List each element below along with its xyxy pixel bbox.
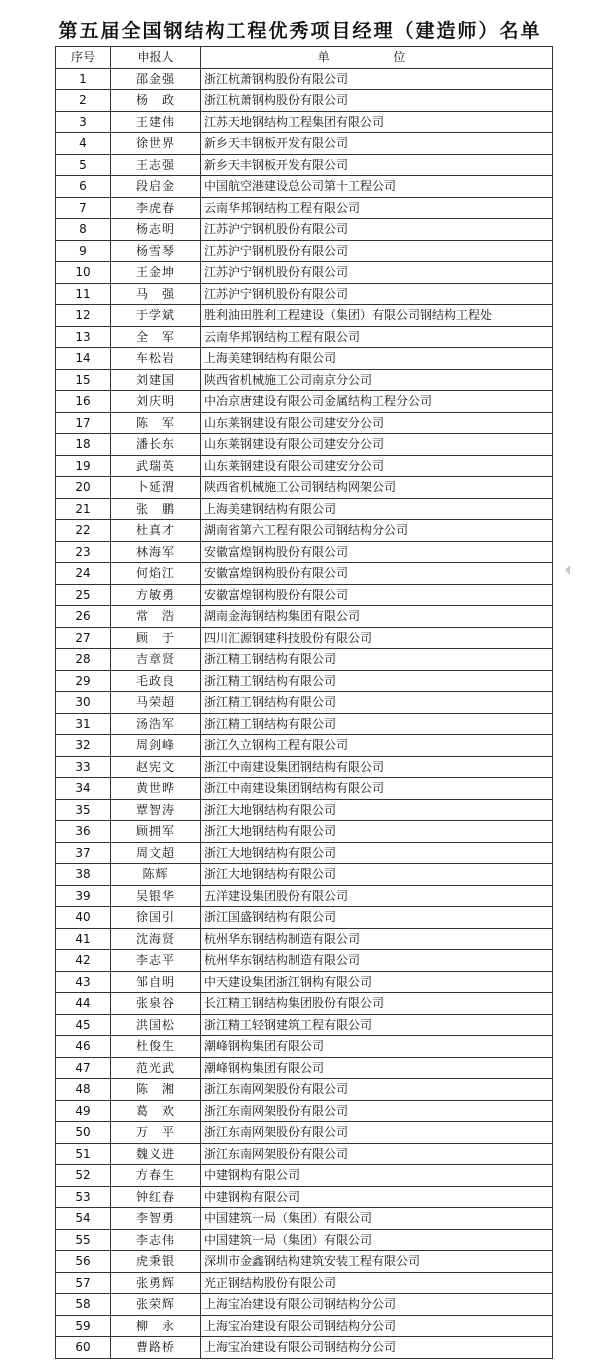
table-row: [56, 326, 553, 348]
row-applicant: 吴银华: [111, 885, 201, 907]
table-row: [56, 1337, 553, 1359]
row-no: 56: [56, 1251, 111, 1273]
row-applicant: 李虎春: [111, 197, 201, 219]
table-row: [56, 1100, 553, 1122]
row-unit: 山东莱钢建设有限公司建安分公司: [201, 412, 553, 434]
table-row: [56, 520, 553, 542]
scroll-left-arrow-icon[interactable]: [565, 565, 570, 575]
row-no: 20: [56, 477, 111, 499]
row-no: 8: [56, 219, 111, 241]
row-no: 21: [56, 498, 111, 520]
table-row: [56, 197, 553, 219]
table-row: [56, 1079, 553, 1101]
table-row: [56, 1014, 553, 1036]
table-row: [56, 1143, 553, 1165]
row-no: 58: [56, 1294, 111, 1316]
row-applicant: 王建伟: [111, 111, 201, 133]
table-row: [56, 907, 553, 929]
row-no: 43: [56, 971, 111, 993]
row-no: 37: [56, 842, 111, 864]
row-unit: 上海美建钢结构有限公司: [201, 498, 553, 520]
row-no: 36: [56, 821, 111, 843]
row-applicant: 虎秉银: [111, 1251, 201, 1273]
row-applicant: 张泉谷: [111, 993, 201, 1015]
table-row: [56, 1229, 553, 1251]
row-unit: 上海宝冶建设有限公司钢结构分公司: [201, 1315, 553, 1337]
table-row: [56, 950, 553, 972]
row-no: 42: [56, 950, 111, 972]
row-unit: 浙江东南网架股份有限公司: [201, 1143, 553, 1165]
row-applicant: 卜延渭: [111, 477, 201, 499]
row-unit: 杭州华东钢结构制造有限公司: [201, 950, 553, 972]
row-unit: 云南华邦钢结构工程有限公司: [201, 197, 553, 219]
row-applicant: 林海军: [111, 541, 201, 563]
table-header-row: [56, 47, 553, 69]
row-no: 29: [56, 670, 111, 692]
row-no: 40: [56, 907, 111, 929]
row-applicant: 顾拥军: [111, 821, 201, 843]
table-row: [56, 305, 553, 327]
row-unit: 上海美建钢结构有限公司: [201, 348, 553, 370]
row-no: 34: [56, 778, 111, 800]
table-row: [56, 1272, 553, 1294]
row-unit: 浙江杭萧钢构股份有限公司: [201, 90, 553, 112]
row-unit: 长江精工钢结构集团股份有限公司: [201, 993, 553, 1015]
row-unit: 中建钢构有限公司: [201, 1186, 553, 1208]
table-row: [56, 434, 553, 456]
table-row: [56, 670, 553, 692]
row-applicant: 方春生: [111, 1165, 201, 1187]
table-row: [56, 348, 553, 370]
row-no: 27: [56, 627, 111, 649]
row-no: 55: [56, 1229, 111, 1251]
table-row: [56, 778, 553, 800]
row-applicant: 刘庆明: [111, 391, 201, 413]
table-row: [56, 885, 553, 907]
header-applicant: 申报人: [111, 47, 201, 69]
table-row: [56, 606, 553, 628]
row-unit: 浙江杭萧钢构股份有限公司: [201, 68, 553, 90]
table-row: [56, 541, 553, 563]
row-unit: 上海宝冶建设有限公司钢结构分公司: [201, 1294, 553, 1316]
table-row: [56, 1165, 553, 1187]
table-row: [56, 133, 553, 155]
row-unit: 深圳市金鑫钢结构建筑安装工程有限公司: [201, 1251, 553, 1273]
row-no: 10: [56, 262, 111, 284]
row-no: 54: [56, 1208, 111, 1230]
row-no: 28: [56, 649, 111, 671]
table-row: [56, 1057, 553, 1079]
row-applicant: 马 强: [111, 283, 201, 305]
row-no: 3: [56, 111, 111, 133]
table-row: [56, 262, 553, 284]
row-unit: 江苏沪宁钢机股份有限公司: [201, 219, 553, 241]
table-row: [56, 498, 553, 520]
row-unit: 四川汇源钢建科技股份有限公司: [201, 627, 553, 649]
table-row: [56, 369, 553, 391]
table-row: [56, 1251, 553, 1273]
row-unit: 山东莱钢建设有限公司建安分公司: [201, 434, 553, 456]
row-applicant: 邵金强: [111, 68, 201, 90]
row-unit: 浙江国盛钢结构有限公司: [201, 907, 553, 929]
row-unit: 安徽富煌钢构股份有限公司: [201, 584, 553, 606]
table-row: [56, 154, 553, 176]
row-no: 19: [56, 455, 111, 477]
row-applicant: 武瑞英: [111, 455, 201, 477]
row-applicant: 常 浩: [111, 606, 201, 628]
table-row: [56, 649, 553, 671]
row-applicant: 杨 政: [111, 90, 201, 112]
row-no: 7: [56, 197, 111, 219]
row-no: 12: [56, 305, 111, 327]
table-row: [56, 412, 553, 434]
row-no: 52: [56, 1165, 111, 1187]
table-row: [56, 842, 553, 864]
row-no: 14: [56, 348, 111, 370]
row-applicant: 周文超: [111, 842, 201, 864]
row-applicant: 徐国引: [111, 907, 201, 929]
table-row: [56, 176, 553, 198]
row-unit: 浙江精工轻钢建筑工程有限公司: [201, 1014, 553, 1036]
row-applicant: 潘长东: [111, 434, 201, 456]
row-unit: 江苏沪宁钢机股份有限公司: [201, 262, 553, 284]
row-applicant: 刘建国: [111, 369, 201, 391]
row-applicant: 张荣辉: [111, 1294, 201, 1316]
row-no: 57: [56, 1272, 111, 1294]
row-no: 46: [56, 1036, 111, 1058]
row-no: 50: [56, 1122, 111, 1144]
table-row: [56, 993, 553, 1015]
row-applicant: 曹路桥: [111, 1337, 201, 1359]
row-no: 59: [56, 1315, 111, 1337]
row-no: 45: [56, 1014, 111, 1036]
table-row: [56, 563, 553, 585]
row-applicant: 毛政良: [111, 670, 201, 692]
row-applicant: 范光武: [111, 1057, 201, 1079]
table-row: [56, 111, 553, 133]
row-applicant: 马荣超: [111, 692, 201, 714]
row-no: 2: [56, 90, 111, 112]
row-applicant: 魏义进: [111, 1143, 201, 1165]
row-applicant: 王金坤: [111, 262, 201, 284]
row-applicant: 张勇辉: [111, 1272, 201, 1294]
row-no: 39: [56, 885, 111, 907]
table-row: [56, 477, 553, 499]
row-no: 53: [56, 1186, 111, 1208]
row-unit: 浙江精工钢结构有限公司: [201, 692, 553, 714]
page-title: 第五届全国钢结构工程优秀项目经理（建造师）名单: [58, 20, 542, 42]
row-unit: 浙江大地钢结构有限公司: [201, 842, 553, 864]
row-unit: 云南华邦钢结构工程有限公司: [201, 326, 553, 348]
header-no: 序号: [56, 47, 111, 69]
row-applicant: 张 鹏: [111, 498, 201, 520]
table-body: [56, 68, 553, 1358]
row-unit: 山东莱钢建设有限公司建安分公司: [201, 455, 553, 477]
row-no: 44: [56, 993, 111, 1015]
table-row: [56, 240, 553, 262]
row-unit: 安徽富煌钢构股份有限公司: [201, 541, 553, 563]
row-applicant: 杜俊生: [111, 1036, 201, 1058]
header-unit: 单 位: [201, 47, 553, 69]
table-row: [56, 799, 553, 821]
table-row: [56, 584, 553, 606]
row-no: 4: [56, 133, 111, 155]
row-unit: 浙江大地钢结构有限公司: [201, 864, 553, 886]
row-applicant: 周剑峰: [111, 735, 201, 757]
row-no: 17: [56, 412, 111, 434]
winners-table: [55, 46, 553, 1359]
row-no: 18: [56, 434, 111, 456]
row-unit: 新乡天丰钢板开发有限公司: [201, 154, 553, 176]
table-row: [56, 1315, 553, 1337]
row-unit: 潮峰钢构集团有限公司: [201, 1057, 553, 1079]
row-no: 5: [56, 154, 111, 176]
row-unit: 浙江东南网架股份有限公司: [201, 1122, 553, 1144]
row-unit: 五洋建设集团股份有限公司: [201, 885, 553, 907]
row-no: 47: [56, 1057, 111, 1079]
row-applicant: 陈 军: [111, 412, 201, 434]
row-unit: 浙江中南建设集团钢结构有限公司: [201, 756, 553, 778]
row-no: 51: [56, 1143, 111, 1165]
row-no: 33: [56, 756, 111, 778]
row-unit: 光正钢结构股份有限公司: [201, 1272, 553, 1294]
row-unit: 江苏沪宁钢机股份有限公司: [201, 240, 553, 262]
row-applicant: 吉章贤: [111, 649, 201, 671]
row-unit: 江苏天地钢结构工程集团有限公司: [201, 111, 553, 133]
row-unit: 浙江精工钢结构有限公司: [201, 713, 553, 735]
row-unit: 江苏沪宁钢机股份有限公司: [201, 283, 553, 305]
row-no: 16: [56, 391, 111, 413]
row-applicant: 葛 欢: [111, 1100, 201, 1122]
table-row: [56, 627, 553, 649]
row-applicant: 杜真才: [111, 520, 201, 542]
row-unit: 陕西省机械施工公司钢结构网架公司: [201, 477, 553, 499]
row-applicant: 赵宪文: [111, 756, 201, 778]
row-unit: 上海宝冶建设有限公司钢结构分公司: [201, 1337, 553, 1359]
row-unit: 湖南金海钢结构集团有限公司: [201, 606, 553, 628]
row-no: 15: [56, 369, 111, 391]
row-no: 31: [56, 713, 111, 735]
row-applicant: 汤浩军: [111, 713, 201, 735]
table-row: [56, 283, 553, 305]
table-row: [56, 756, 553, 778]
row-no: 11: [56, 283, 111, 305]
row-no: 25: [56, 584, 111, 606]
row-applicant: 徐世界: [111, 133, 201, 155]
row-unit: 浙江大地钢结构有限公司: [201, 799, 553, 821]
table-row: [56, 864, 553, 886]
row-unit: 安徽富煌钢构股份有限公司: [201, 563, 553, 585]
row-no: 13: [56, 326, 111, 348]
row-no: 26: [56, 606, 111, 628]
row-applicant: 洪国松: [111, 1014, 201, 1036]
row-no: 38: [56, 864, 111, 886]
row-no: 41: [56, 928, 111, 950]
table-row: [56, 735, 553, 757]
row-no: 22: [56, 520, 111, 542]
row-no: 9: [56, 240, 111, 262]
table-row: [56, 1186, 553, 1208]
row-no: 24: [56, 563, 111, 585]
row-applicant: 陈辉: [111, 864, 201, 886]
row-unit: 浙江东南网架股份有限公司: [201, 1079, 553, 1101]
row-applicant: 覃智涛: [111, 799, 201, 821]
table-row: [56, 1294, 553, 1316]
table-row: [56, 219, 553, 241]
row-unit: 中建钢构有限公司: [201, 1165, 553, 1187]
row-applicant: 邹自明: [111, 971, 201, 993]
row-no: 30: [56, 692, 111, 714]
row-applicant: 杨雪琴: [111, 240, 201, 262]
row-unit: 杭州华东钢结构制造有限公司: [201, 928, 553, 950]
row-no: 23: [56, 541, 111, 563]
row-unit: 中国建筑一局（集团）有限公司: [201, 1229, 553, 1251]
row-unit: 中国航空港建设总公司第十工程公司: [201, 176, 553, 198]
row-applicant: 黄世晔: [111, 778, 201, 800]
row-applicant: 钟红春: [111, 1186, 201, 1208]
row-no: 35: [56, 799, 111, 821]
table-row: [56, 821, 553, 843]
row-no: 1: [56, 68, 111, 90]
row-applicant: 于学斌: [111, 305, 201, 327]
row-applicant: 全 军: [111, 326, 201, 348]
row-unit: 浙江久立钢构工程有限公司: [201, 735, 553, 757]
row-no: 49: [56, 1100, 111, 1122]
row-no: 6: [56, 176, 111, 198]
row-applicant: 杨志明: [111, 219, 201, 241]
table-row: [56, 928, 553, 950]
row-applicant: 车松岩: [111, 348, 201, 370]
table-row: [56, 1122, 553, 1144]
table-row: [56, 713, 553, 735]
row-applicant: 李志平: [111, 950, 201, 972]
row-applicant: 柳 永: [111, 1315, 201, 1337]
row-no: 48: [56, 1079, 111, 1101]
row-unit: 浙江大地钢结构有限公司: [201, 821, 553, 843]
row-applicant: 方敏勇: [111, 584, 201, 606]
row-applicant: 何焰江: [111, 563, 201, 585]
row-applicant: 万 平: [111, 1122, 201, 1144]
row-no: 32: [56, 735, 111, 757]
row-unit: 中冶京唐建设有限公司金属结构工程分公司: [201, 391, 553, 413]
row-unit: 浙江东南网架股份有限公司: [201, 1100, 553, 1122]
row-applicant: 王志强: [111, 154, 201, 176]
table-row: [56, 68, 553, 90]
table-row: [56, 1036, 553, 1058]
row-unit: 胜利油田胜利工程建设（集团）有限公司钢结构工程处: [201, 305, 553, 327]
row-unit: 新乡天丰钢板开发有限公司: [201, 133, 553, 155]
row-unit: 潮峰钢构集团有限公司: [201, 1036, 553, 1058]
row-unit: 陕西省机械施工公司南京分公司: [201, 369, 553, 391]
row-applicant: 顾 于: [111, 627, 201, 649]
row-unit: 中国建筑一局（集团）有限公司: [201, 1208, 553, 1230]
table-row: [56, 391, 553, 413]
table-row: [56, 692, 553, 714]
table-row: [56, 1208, 553, 1230]
row-unit: 浙江中南建设集团钢结构有限公司: [201, 778, 553, 800]
row-no: 60: [56, 1337, 111, 1359]
row-unit: 浙江精工钢结构有限公司: [201, 649, 553, 671]
row-unit: 浙江精工钢结构有限公司: [201, 670, 553, 692]
row-unit: 中天建设集团浙江钢构有限公司: [201, 971, 553, 993]
table-row: [56, 971, 553, 993]
row-applicant: 段启金: [111, 176, 201, 198]
row-applicant: 李志伟: [111, 1229, 201, 1251]
table-row: [56, 90, 553, 112]
row-applicant: 陈 湘: [111, 1079, 201, 1101]
table-row: [56, 455, 553, 477]
row-applicant: 沈海贤: [111, 928, 201, 950]
row-applicant: 李智勇: [111, 1208, 201, 1230]
row-unit: 湖南省第六工程有限公司钢结构分公司: [201, 520, 553, 542]
